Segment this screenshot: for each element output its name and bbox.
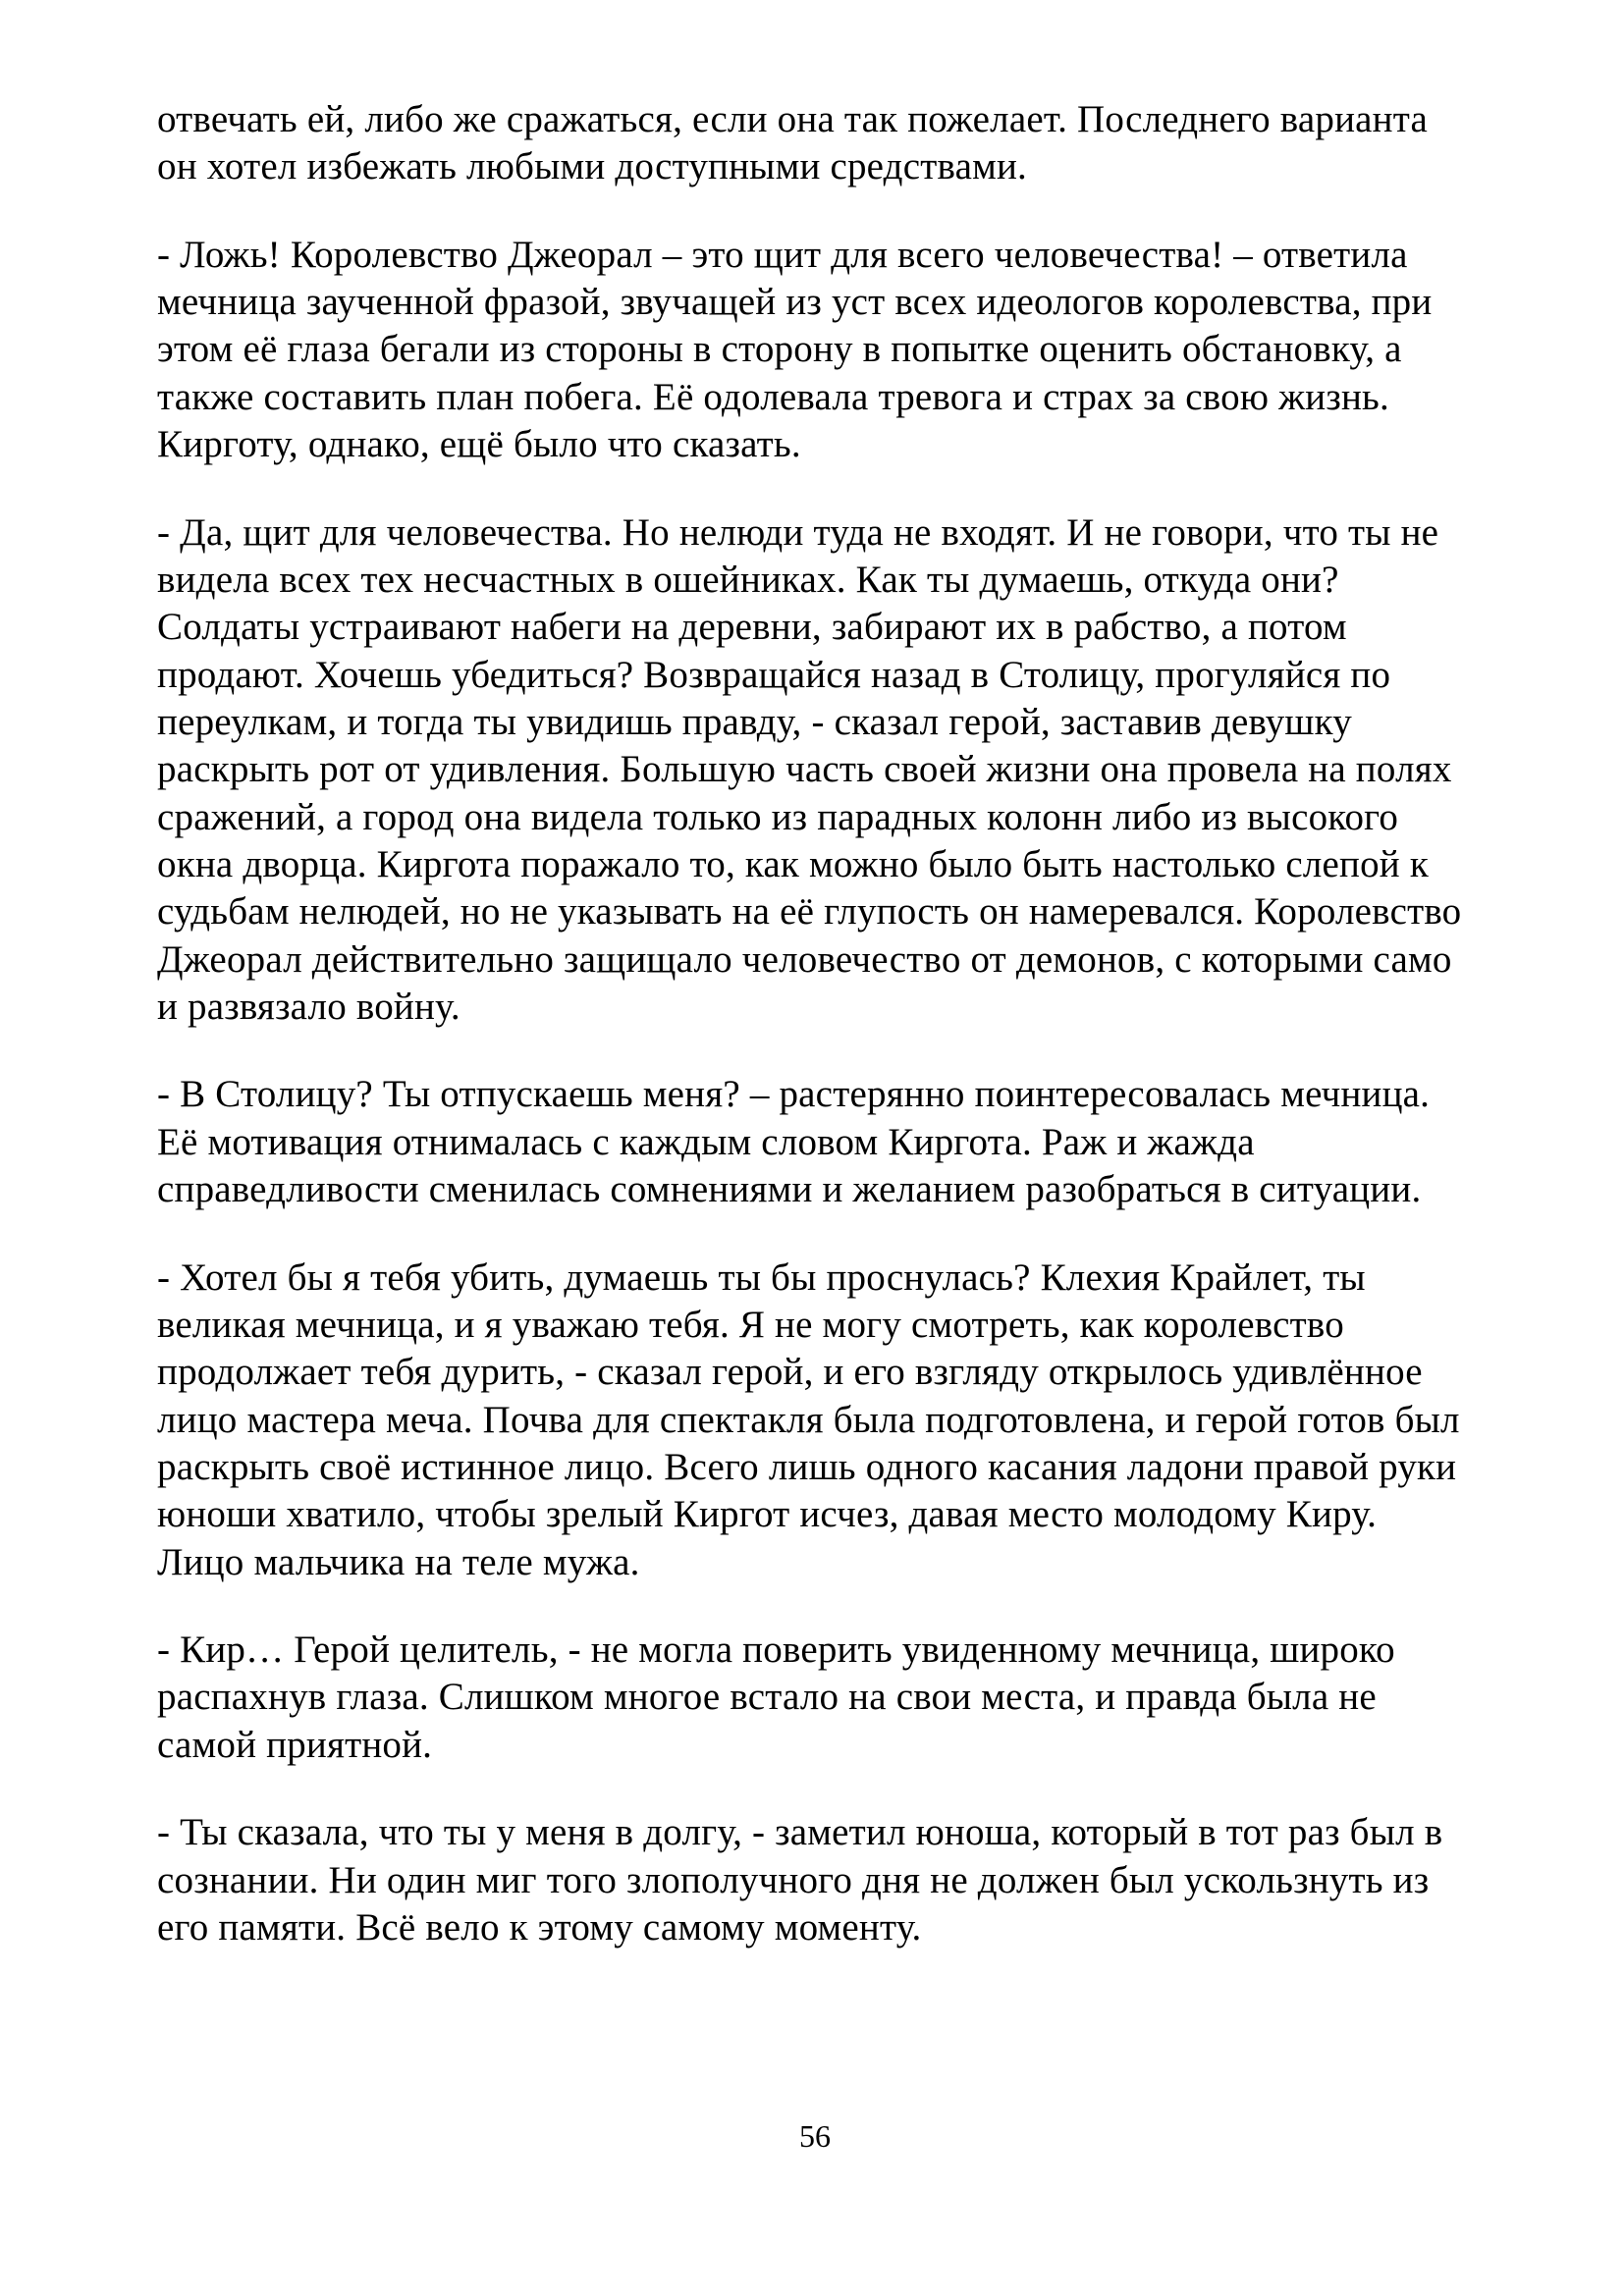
text-body: [157, 96, 1473, 1992]
page-number: 56: [799, 2118, 831, 2154]
paragraph: - Хотел бы я тебя убить, думаешь ты бы проснулась? Клехия Крайлет, ты великая мечница, и я уважаю тебя. Я не могу смотреть, как королевство продолжает тебя дурить, - сказал герой, и его взгляду открылось удивлённое лицо мастера меча. Почва для спектакля была подготовлена, и герой готов был раскрыть своё истинное лицо. Всего лишь одного касания ладони правой руки юноши хватило, чтобы зрелый Киргот исчез, давая место молодому Киру. Лицо мальчика на теле мужа.: [157, 1255, 1460, 1583]
paragraph: - Кир… Герой целитель, - не могла поверить увиденному мечница, широко распахнув глаза. Слишком многое встало на свои места, и правда была не самой приятной.: [157, 1629, 1395, 1766]
paragraph: - Ты сказала, что ты у меня в долгу, - заметил юноша, который в тот раз был в сознании. Ни один миг того злополучного дня не должен был ускользнуть из его памяти. Всё вело к этому самому моменту.: [157, 1811, 1443, 1949]
paragraph: - Да, щит для человечества. Но нелюди туда не входят. И не говори, что ты не видела всех тех несчастных в ошейниках. Как ты думаешь, откуда они? Солдаты устраивают набеги на деревни, забирают их в рабство, а потом продают. Хочешь убедиться? Возвращайся назад в Столицу, прогуляйся по переулкам, и тогда ты увидишь правду, - сказал герой, заставив девушку раскрыть рот от удивления. Большую часть своей жизни она провела на полях сражений, а город она видела только из парадных колонн либо из высокого окна дворца. Киргота поражало то, как можно было быть настолько слепой к судьбам нелюдей, но не указывать на её глупость он намеревался. Королевство Джеорал действительно защищало человечество от демонов, с которыми само и развязало войну.: [157, 510, 1462, 1029]
paragraph: - Ложь! Королевство Джеорал – это щит для всего человечества! – ответила мечница заученной фразой, звучащей из уст всех идеологов королевства, при этом её глаза бегали из стороны в сторону в попытке оценить обстановку, а также составить план побега. Её одолевала тревога и страх за свою жизнь. Кирготу, однако, ещё было что сказать.: [157, 233, 1433, 466]
paragraph: отвечать ей, либо же сражаться, если она так пожелает. Последнего варианта он хотел избежать любыми доступными средствами.: [157, 98, 1428, 188]
paragraph: - В Столицу? Ты отпускаешь меня? – растерянно поинтересовалась мечница. Её мотивация отнималась с каждым словом Киргота. Раж и жажда справедливости сменилась сомнениями и желанием разобраться в ситуации.: [157, 1073, 1431, 1211]
